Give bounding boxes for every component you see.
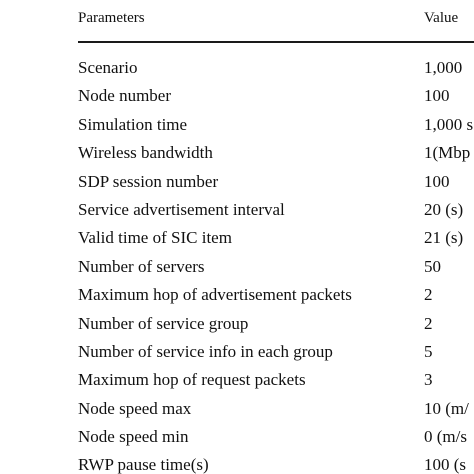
parameter-cell: Maximum hop of advertisement packets — [78, 285, 352, 305]
parameter-cell: Scenario — [78, 58, 138, 77]
table-row — [0, 111, 474, 139]
value-cell: 100 — [424, 86, 450, 106]
table-row — [0, 338, 474, 366]
value-cell: 21 (s) — [424, 228, 464, 248]
value-cell: 2 — [424, 285, 433, 305]
header-parameters: Parameters — [78, 10, 145, 26]
parameter-cell: Node speed max — [78, 398, 192, 418]
value-cell: 0 (m/s — [424, 427, 467, 447]
value-cell: 5 — [424, 341, 433, 361]
table-row — [0, 139, 474, 167]
value-cell: 2 — [424, 313, 433, 333]
parameter-cell: Valid time of SIC item — [78, 228, 232, 248]
value-cell: 100 — [424, 171, 450, 191]
table-header — [0, 6, 474, 30]
parameter-cell: Number of service info in each group — [78, 341, 333, 361]
parameter-cell: Number of servers — [78, 256, 205, 276]
value-cell: 1,000 — [424, 58, 463, 77]
parameter-cell: SDP session number — [78, 171, 219, 191]
table-row — [0, 168, 474, 196]
parameter-cell: Simulation time — [78, 114, 188, 134]
table-row — [0, 366, 474, 394]
table-row — [0, 281, 474, 309]
table-row — [0, 82, 474, 110]
value-cell: 20 (s) — [424, 199, 464, 219]
parameter-cell: Node speed min — [78, 427, 189, 447]
parameter-cell: Node number — [78, 86, 172, 106]
parameter-cell: Service advertisement interval — [78, 199, 285, 219]
table-row — [0, 395, 474, 423]
parameter-cell: Maximum hop of request packets — [78, 370, 306, 390]
value-cell: 3 — [424, 370, 433, 390]
value-cell: 100 (s — [424, 455, 467, 474]
table-body — [0, 54, 474, 474]
parameter-cell: Number of service group — [78, 313, 249, 333]
table-row — [0, 423, 474, 451]
table-row — [0, 451, 474, 474]
table-row — [0, 310, 474, 338]
value-cell: 1(Mbp — [424, 143, 471, 163]
table-row — [0, 224, 474, 252]
header-value: Value — [424, 10, 459, 26]
parameter-cell: RWP pause time(s) — [78, 455, 209, 474]
value-cell: 10 (m/ — [424, 398, 469, 418]
value-cell: 50 — [424, 256, 441, 276]
table-row — [0, 196, 474, 224]
table-row — [0, 54, 474, 82]
value-cell: 1,000 s — [424, 114, 474, 134]
parameter-cell: Wireless bandwidth — [78, 143, 213, 163]
table-row — [0, 253, 474, 281]
header-rule — [78, 41, 474, 43]
